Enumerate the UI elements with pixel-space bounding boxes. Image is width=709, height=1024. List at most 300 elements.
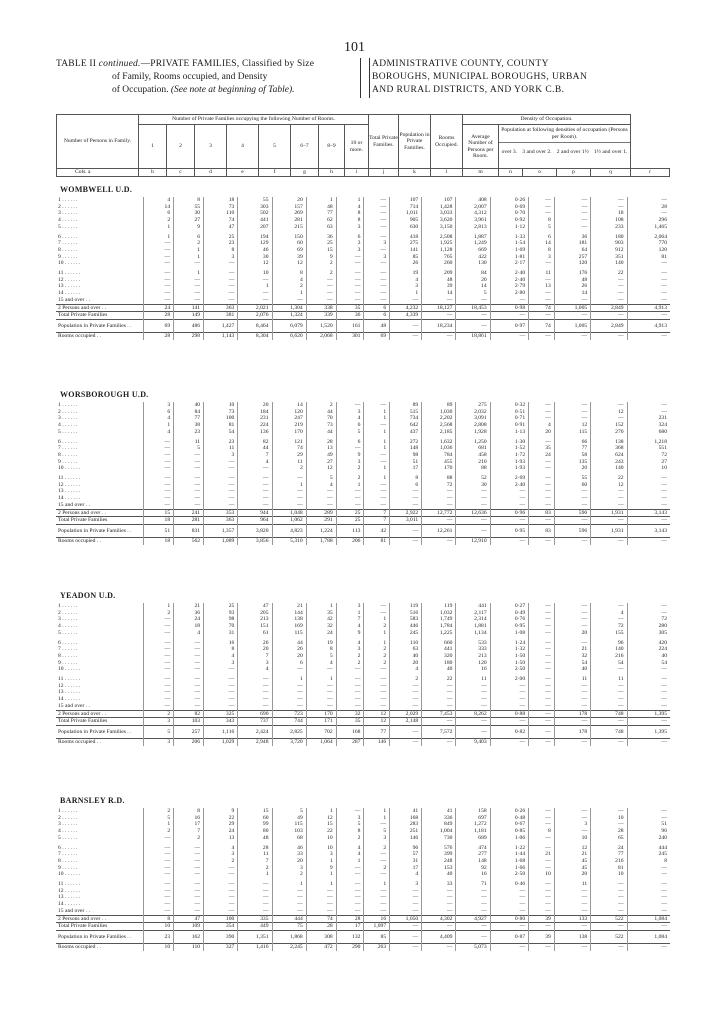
table-cell: 96 <box>591 637 627 647</box>
table-cell: — <box>272 696 306 703</box>
table-cell: 233 <box>591 224 627 231</box>
table-cell: — <box>144 888 174 895</box>
section-table <box>56 402 670 545</box>
table-cell: 2 <box>336 472 364 482</box>
table-cell: 24 <box>174 616 204 623</box>
table-cell: — <box>174 495 204 502</box>
table-cell: 1,881 <box>456 623 490 630</box>
table-cell: — <box>529 465 555 472</box>
table-cell: 680 <box>658 428 667 435</box>
table-cell: 2 <box>174 240 204 247</box>
table-cell: 1,225 <box>422 630 456 637</box>
table-cell: 5 <box>336 821 364 828</box>
table-cell: — <box>144 689 174 696</box>
table-cell: 170 <box>272 429 306 436</box>
table-cell: 502 <box>238 210 272 217</box>
header-total-families: Total Private Families. <box>369 115 399 169</box>
row-label: 3 . . . . . . <box>56 616 144 623</box>
table-cell: 168 <box>390 815 422 822</box>
table-cell: 180 <box>591 231 627 241</box>
table-cell: — <box>144 683 174 690</box>
table-cell: 178 <box>554 725 590 738</box>
table-cell: — <box>174 878 204 888</box>
column-letter: m <box>463 169 499 177</box>
table-cell: 28 <box>306 923 336 931</box>
table-row <box>56 231 670 241</box>
table-cell: 303 <box>238 204 272 211</box>
table-cell: 45 <box>554 858 590 865</box>
row-label: 15 and over . . <box>56 703 144 710</box>
table-cell: — <box>661 696 667 703</box>
table-cell: — <box>661 501 667 508</box>
table-cell: 1,181 <box>456 828 490 835</box>
table-cell: 441 <box>238 217 272 224</box>
table-cell: 1,749 <box>422 616 456 623</box>
table-row <box>56 923 670 931</box>
table-cell: — <box>554 204 590 211</box>
row-label: 4 . . . . . . <box>56 217 144 224</box>
header-density-group: Density of Occupation. <box>463 115 631 125</box>
table-cell: — <box>272 472 306 482</box>
table-cell: — <box>174 851 204 858</box>
table-cell: — <box>529 332 555 339</box>
table-cell: — <box>422 703 456 710</box>
table-cell: 25 <box>204 603 238 610</box>
table-cell: — <box>364 689 390 696</box>
table-cell: 152 <box>591 422 627 429</box>
table-cell: 47 <box>238 603 272 610</box>
table-cell: 73 <box>204 204 238 211</box>
table-cell: 113 <box>336 524 364 537</box>
row-label: 8 . . . . . . <box>56 858 144 865</box>
table-cell: — <box>456 297 490 304</box>
table-cell: 18 <box>591 210 627 217</box>
table-cell: 19 <box>390 267 422 277</box>
table-cell: — <box>529 878 555 888</box>
table-cell: 1 <box>336 858 364 865</box>
table-cell: 455 <box>422 459 456 466</box>
table-cell: 2·40 <box>490 277 529 284</box>
table-cell: — <box>144 277 174 284</box>
table-cell: 77 <box>591 851 627 858</box>
table-cell: — <box>529 488 555 495</box>
table-cell: 1,036 <box>422 445 456 452</box>
table-cell: 73 <box>204 409 238 416</box>
table-cell: — <box>204 689 238 696</box>
table-cell: 74 <box>272 445 306 452</box>
table-cell: 7 <box>238 653 272 660</box>
table-row <box>56 495 670 502</box>
table-cell: 13 <box>306 445 336 452</box>
table-cell: — <box>144 445 174 452</box>
table-cell: 4,312 <box>456 210 490 217</box>
table-cell: 1 <box>390 290 422 297</box>
table-cell: 1,520 <box>306 319 336 332</box>
header-average: Average Number of Persons per Room. <box>463 125 499 169</box>
table-cell: — <box>661 270 667 277</box>
table-cell: — <box>422 943 456 950</box>
table-cell: — <box>627 332 670 339</box>
table-cell: 2,813 <box>456 224 490 231</box>
table-cell: — <box>490 488 529 495</box>
table-cell: 52 <box>456 472 490 482</box>
table-cell: 1,064 <box>306 738 336 745</box>
table-cell: — <box>204 871 238 878</box>
table-cell: — <box>627 312 670 320</box>
table-cell: — <box>591 488 627 495</box>
table-cell: 10 <box>204 402 238 409</box>
table-cell: 327 <box>204 943 238 950</box>
table-cell: 4,232 <box>390 304 422 312</box>
table-cell: 1 <box>336 197 364 204</box>
table-cell: 1·93 <box>490 465 529 472</box>
title-left-line1: —PRIVATE FAMILIES, Classified by Size <box>140 59 315 69</box>
table-cell: 170 <box>306 710 336 718</box>
table-cell: 1·52 <box>490 445 529 452</box>
header-room-col: 4 <box>227 125 259 169</box>
table-cell: 4 <box>390 666 422 673</box>
table-row <box>56 482 670 489</box>
table-cell: — <box>174 297 204 304</box>
table-cell: 422 <box>456 254 490 261</box>
table-cell: 251 <box>390 828 422 835</box>
table-cell: 420 <box>658 639 667 646</box>
table-cell: 42 <box>364 524 390 537</box>
row-label: 2 . . . . . . <box>56 409 144 416</box>
table-cell: — <box>554 623 590 630</box>
table-cell: 0·51 <box>490 409 529 416</box>
table-cell: 133 <box>554 915 590 923</box>
table-cell: 15 <box>306 247 336 254</box>
table-cell: — <box>364 858 390 865</box>
table-cell: 1,084 <box>627 930 670 943</box>
table-cell: 1 <box>364 445 390 452</box>
table-cell: — <box>336 689 364 696</box>
table-cell: 24 <box>204 828 238 835</box>
table-cell: 964 <box>238 517 272 525</box>
table-cell: 48 <box>364 319 390 332</box>
table-cell: 2,849 <box>591 319 627 332</box>
table-cell: 3,143 <box>627 524 670 537</box>
table-cell: 4 <box>336 204 364 211</box>
table-cell: 1 <box>174 254 204 261</box>
table-row <box>56 851 670 858</box>
table-cell: 39 <box>272 254 306 261</box>
table-cell: — <box>364 495 390 502</box>
table-row <box>56 247 670 254</box>
table-cell: — <box>422 738 456 745</box>
table-cell: 1·50 <box>490 660 529 667</box>
table-cell: 58 <box>554 452 590 459</box>
table-cell: 20 <box>272 197 306 204</box>
table-row <box>56 304 670 312</box>
table-title <box>56 58 656 98</box>
table-cell: 40 <box>661 652 667 659</box>
table-cell: 714 <box>390 204 422 211</box>
table-cell: 39 <box>422 283 456 290</box>
row-label: 10 . . . . . . <box>56 666 144 673</box>
table-cell: 1·72 <box>490 452 529 459</box>
table-cell: — <box>390 297 422 304</box>
table-cell: 89 <box>390 402 422 409</box>
table-cell: — <box>144 495 174 502</box>
table-cell: 13 <box>529 283 555 290</box>
table-cell: — <box>364 283 390 290</box>
table-cell: — <box>238 888 272 895</box>
table-cell: 19 <box>306 637 336 647</box>
table-cell: 3,150 <box>422 224 456 231</box>
table-cell: — <box>204 260 238 267</box>
table-cell: 1·33 <box>490 231 529 241</box>
table-cell: 98 <box>204 616 238 623</box>
table-cell: — <box>390 495 422 502</box>
table-row <box>56 319 670 332</box>
table-cell: 257 <box>174 725 204 738</box>
table-cell: — <box>272 502 306 509</box>
table-cell: — <box>204 683 238 690</box>
table-cell: 1 <box>144 422 174 429</box>
table-cell: 8 <box>336 217 364 224</box>
table-cell: 0·88 <box>490 710 529 718</box>
table-cell: 80 <box>238 828 272 835</box>
table-cell: 1,032 <box>422 610 456 617</box>
table-cell: — <box>390 888 422 895</box>
table-cell: — <box>204 495 238 502</box>
table-cell: 2,007 <box>456 204 490 211</box>
table-cell: 408 <box>456 197 490 204</box>
table-cell: 109 <box>174 923 204 931</box>
table-cell: 3,620 <box>422 217 456 224</box>
table-cell: 472 <box>306 943 336 950</box>
table-cell: 115 <box>554 429 590 436</box>
table-cell: 1 <box>364 409 390 416</box>
row-label: 6 . . . . . . <box>56 436 144 446</box>
table-cell: — <box>490 517 529 525</box>
table-cell: — <box>661 682 667 689</box>
table-cell: 6 <box>174 231 204 241</box>
table-cell: 21 <box>272 603 306 610</box>
table-cell: 210 <box>456 459 490 466</box>
continued-label: continued. <box>98 59 141 69</box>
table-cell: 16 <box>364 915 390 923</box>
column-letter: r <box>631 169 670 177</box>
table-cell: 1,868 <box>272 930 306 943</box>
table-cell: 1,428 <box>422 204 456 211</box>
table-cell: — <box>591 878 627 888</box>
table-cell: 65 <box>591 835 627 842</box>
table-cell: 1,084 <box>627 915 670 923</box>
row-label: 12 . . . . . . <box>56 277 144 284</box>
table-cell: 161 <box>336 319 364 332</box>
table-cell: — <box>390 332 422 339</box>
table-cell: — <box>456 888 490 895</box>
table-cell: — <box>144 851 174 858</box>
table-cell: — <box>336 865 364 872</box>
table-cell: 257 <box>554 254 590 261</box>
table-cell: 272 <box>390 436 422 446</box>
table-cell: — <box>174 465 204 472</box>
table-cell: 49 <box>272 815 306 822</box>
table-cell: — <box>238 502 272 509</box>
row-label: 12 . . . . . . <box>56 683 144 690</box>
table-cell: 5 <box>529 224 555 231</box>
table-cell: 2 <box>306 267 336 277</box>
table-cell: 1·06 <box>490 835 529 842</box>
table-cell: 27 <box>306 459 336 466</box>
table-cell: 1 <box>364 429 390 436</box>
table-cell: 2 <box>306 402 336 409</box>
table-cell: 26 <box>238 637 272 647</box>
table-cell: — <box>554 815 590 822</box>
table-cell: 1,788 <box>306 537 336 544</box>
table-cell: — <box>554 415 590 422</box>
table-cell: 522 <box>591 930 627 943</box>
table-cell: 1·13 <box>490 429 529 436</box>
table-row <box>56 666 670 673</box>
title-left-line3: of Occupation. <box>112 85 169 95</box>
table-cell: — <box>336 297 364 304</box>
table-row <box>56 653 670 660</box>
table-cell: 17 <box>336 923 364 931</box>
table-cell: 354 <box>204 923 238 931</box>
table-cell: 6 <box>390 482 422 489</box>
table-cell: 2·50 <box>490 871 529 878</box>
table-cell: — <box>364 260 390 267</box>
table-cell: 84 <box>456 267 490 277</box>
table-cell: 18 <box>144 517 174 525</box>
table-cell: 7 <box>364 509 390 517</box>
table-cell: 231 <box>238 415 272 422</box>
table-cell: 5 <box>144 725 174 738</box>
row-label: 14 . . . . . . <box>56 696 144 703</box>
table-cell: — <box>336 673 364 683</box>
table-cell: 305 <box>658 629 667 636</box>
table-cell: 75 <box>272 923 306 931</box>
table-cell: 28 <box>591 828 627 835</box>
table-cell: 62 <box>306 217 336 224</box>
table-cell: — <box>364 703 390 710</box>
table-row <box>56 283 670 290</box>
table-cell: 24 <box>529 452 555 459</box>
row-label: Population in Private Families . . <box>56 524 144 537</box>
table-cell: 2,424 <box>238 725 272 738</box>
table-cell: 0·91 <box>490 422 529 429</box>
table-cell: 184 <box>238 409 272 416</box>
table-cell: 21 <box>554 646 590 653</box>
table-cell: — <box>661 689 667 696</box>
table-cell: 169 <box>272 623 306 630</box>
table-cell: — <box>422 502 456 509</box>
table-cell: — <box>422 297 456 304</box>
table-cell: — <box>144 482 174 489</box>
table-cell: 338 <box>306 304 336 312</box>
table-cell: 4 <box>390 277 422 284</box>
table-cell: — <box>627 537 670 544</box>
table-cell: 1,030 <box>422 409 456 416</box>
table-cell: 630 <box>390 224 422 231</box>
table-cell: 1·32 <box>490 646 529 653</box>
table-cell: 10 <box>144 943 174 950</box>
table-cell: 81 <box>661 253 667 260</box>
table-cell: 51 <box>390 459 422 466</box>
table-cell: 1 <box>144 821 174 828</box>
table-cell: — <box>529 888 555 895</box>
table-cell: 1 <box>336 610 364 617</box>
table-cell: — <box>456 696 490 703</box>
table-cell: 1·44 <box>490 851 529 858</box>
table-cell: 1,395 <box>627 710 670 718</box>
table-cell: — <box>336 254 364 261</box>
table-cell: 8,262 <box>456 710 490 718</box>
table-cell: — <box>591 703 627 710</box>
table-cell: — <box>661 210 667 217</box>
table-cell: 4 <box>144 429 174 436</box>
table-cell: 12,261 <box>422 524 456 537</box>
table-cell: 36 <box>174 610 204 617</box>
table-cell: 100 <box>204 415 238 422</box>
table-cell: 1,427 <box>204 319 238 332</box>
table-cell: 2 <box>272 871 306 878</box>
table-cell: 2,076 <box>238 312 272 320</box>
table-cell: — <box>144 842 174 852</box>
table-cell: 444 <box>272 915 306 923</box>
table-cell: 1 <box>306 808 336 815</box>
table-cell: 1,272 <box>456 821 490 828</box>
table-cell: — <box>456 495 490 502</box>
column-letter: h <box>319 169 345 177</box>
table-cell: — <box>529 637 555 647</box>
table-cell: 12 <box>238 260 272 267</box>
row-label: 10 . . . . . . <box>56 871 144 878</box>
table-cell: — <box>174 502 204 509</box>
table-cell: 20 <box>456 277 490 284</box>
table-cell: 8,304 <box>238 332 272 339</box>
table-cell: — <box>529 689 555 696</box>
table-cell: — <box>204 673 238 683</box>
table-cell: 162 <box>174 930 204 943</box>
table-cell: 0·87 <box>490 930 529 943</box>
table-cell: — <box>144 865 174 872</box>
table-row <box>56 415 670 422</box>
table-cell: — <box>554 908 590 915</box>
table-row <box>56 524 670 537</box>
table-cell: 260 <box>422 260 456 267</box>
column-letter: l <box>431 169 463 177</box>
table-cell: 23 <box>204 436 238 446</box>
table-cell: 74 <box>529 304 555 312</box>
header-density-col: 3 and over 2. <box>522 149 552 155</box>
table-cell: 33 <box>422 878 456 888</box>
table-cell: — <box>529 821 555 828</box>
table-cell: 84 <box>174 409 204 416</box>
table-cell: 3,011 <box>390 517 422 525</box>
table-cell: — <box>591 689 627 696</box>
row-label: 7 . . . . . . <box>56 851 144 858</box>
table-cell: — <box>529 210 555 217</box>
table-cell: 1,050 <box>390 915 422 923</box>
row-label: 1 . . . . . . <box>56 603 144 610</box>
table-cell: 4 <box>144 197 174 204</box>
table-cell: — <box>627 943 670 950</box>
table-cell: — <box>174 871 204 878</box>
table-cell: 14 <box>272 402 306 409</box>
table-cell: — <box>272 488 306 495</box>
table-cell: 1,048 <box>272 509 306 517</box>
table-cell: — <box>554 610 590 617</box>
table-cell: 63 <box>390 646 422 653</box>
table-cell: 3 <box>144 738 174 745</box>
table-cell: 144 <box>272 610 306 617</box>
